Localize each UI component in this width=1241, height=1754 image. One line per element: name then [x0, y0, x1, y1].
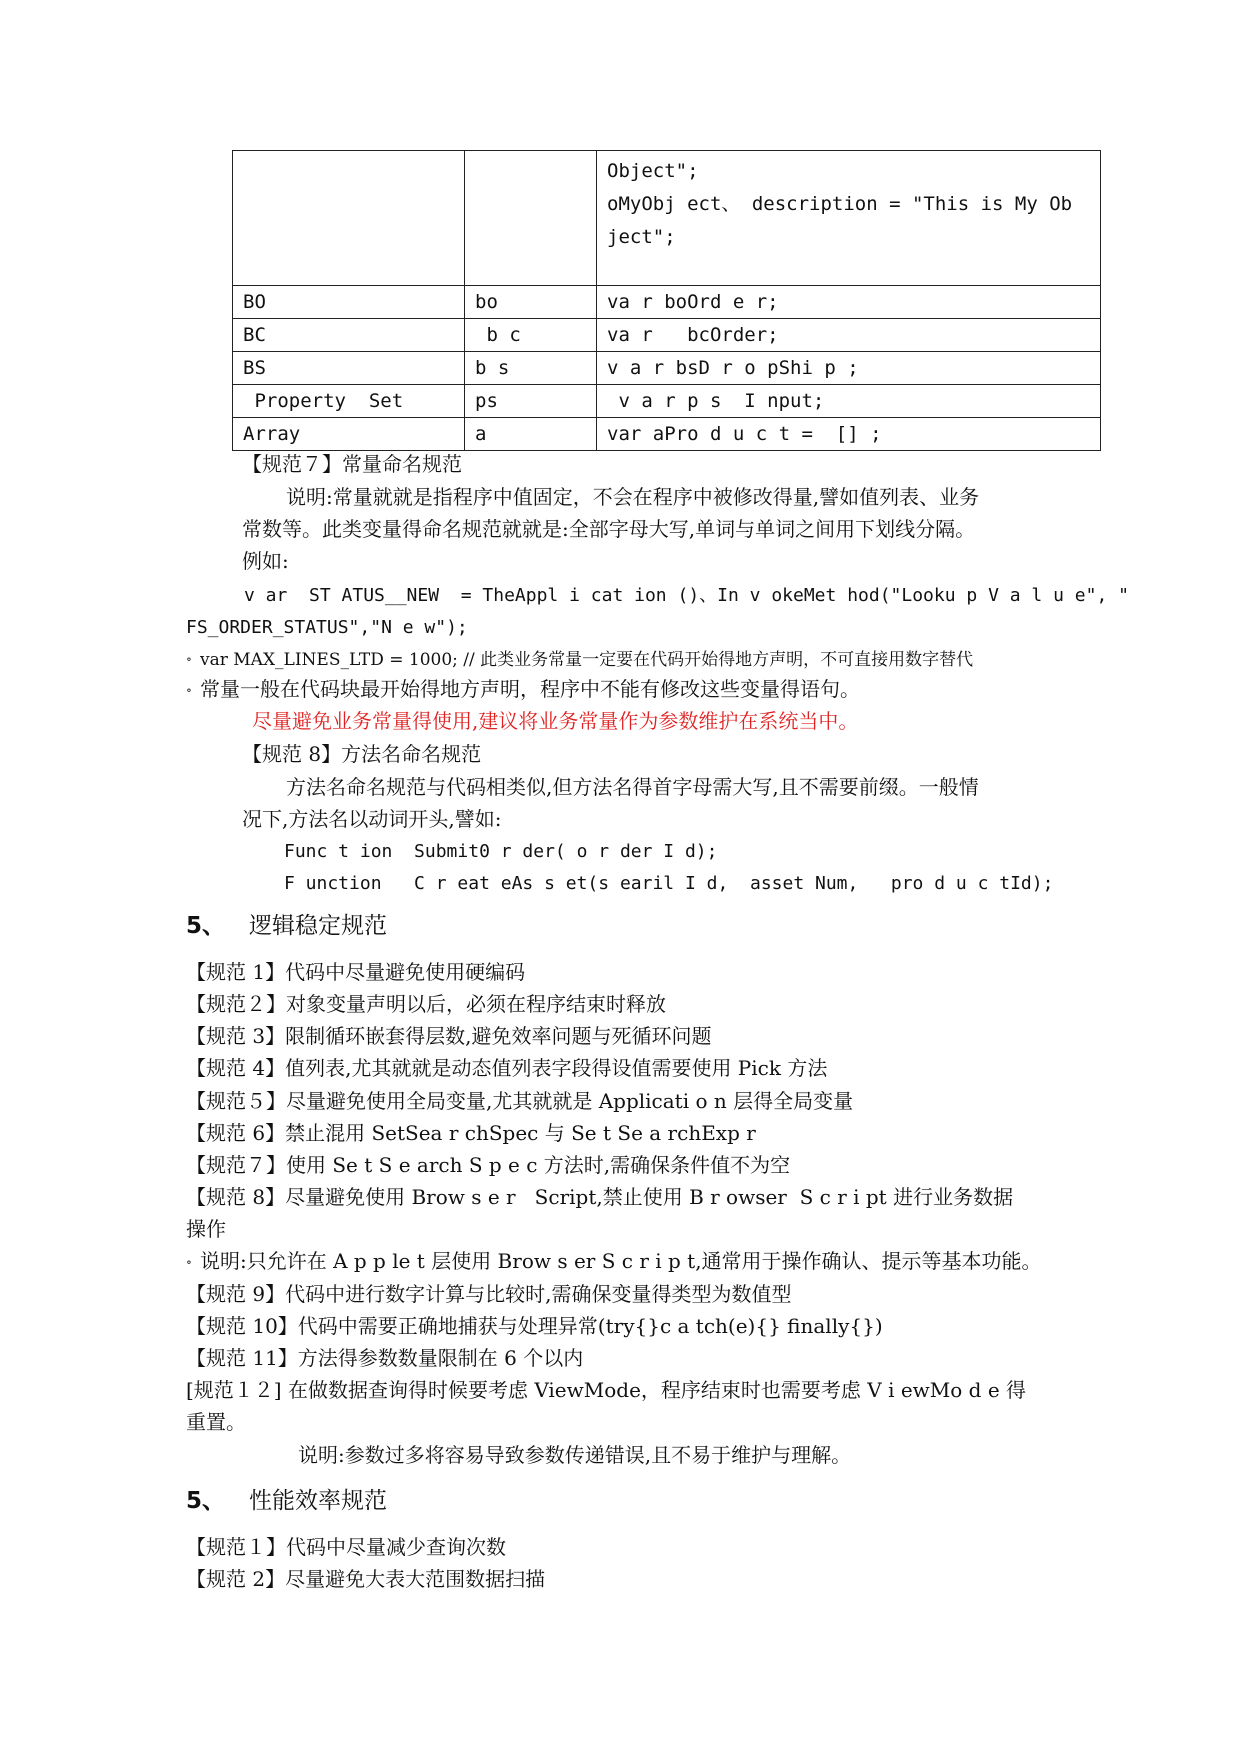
rule-item: 【规范 6】禁止混用 SetSea r chSpec 与 Se t Se a rchExp r [186, 1121, 756, 1145]
rule-item: 【规范 8】尽量避免使用 Brow s e r Script,禁止使用 B r owser S c r i pt 进行业务数据 [186, 1185, 1014, 1209]
table-row [233, 418, 1101, 451]
rule-7-description: 说明:常量就就是指程序中值固定，不会在程序中被修改得量,譬如值列表、业务 [286, 485, 980, 509]
bullet-text: var MAX_LINES_LTD = 1000; // 此类业务常量一定要在代码开始得地方声明，不可直接用数字替代 [200, 650, 974, 670]
bullet-item [186, 675, 860, 704]
table-cell-prefix: ps [465, 385, 597, 418]
code-line: oMyObj ect、 description = "This is My Ob [607, 193, 1073, 215]
code-line: Func t ion Submit0 r der( o r der I d); [284, 841, 718, 862]
bullet-item [186, 645, 973, 674]
table-cell-prefix: a [465, 418, 597, 451]
rule-7-title: 【规范７】常量命名规范 [242, 452, 462, 476]
rule-item: 【规范２】对象变量声明以后，必须在程序结束时释放 [186, 992, 666, 1016]
heading-number: 5、 [186, 1488, 226, 1514]
rule-8-description: 方法名命名规范与代码相类似,但方法名得首字母需大写,且不需要前缀。一般情 [286, 775, 979, 799]
rule-item: [规范１２] 在做数据查询得时候要考虑 ViewMode，程序结束时也需要考虑 V i ewMo d e 得 [186, 1378, 1027, 1402]
rule-8-title: 【规范 8】方法名命名规范 [242, 742, 482, 766]
table-cell-type: Array [233, 418, 465, 451]
bullet-icon: ∘ [186, 652, 192, 666]
table-cell-example: var aPro d u c t = [] ; [597, 418, 1101, 451]
table-cell-prefix: b c [465, 319, 597, 352]
rule-item: 【规范１】代码中尽量减少查询次数 [186, 1535, 506, 1559]
bullet-text: 说明:只允许在 A p p le t 层使用 Brow s er S c r i p t,通常用于操作确认、提示等基本功能。 [200, 1249, 1042, 1273]
table-cell-type: BS [233, 352, 465, 385]
table-cell-example: va r boOrd e r; [597, 286, 1101, 319]
table-row [233, 352, 1101, 385]
rule-7-description-cont: 常数等。此类变量得命名规范就就是:全部字母大写,单词与单词之间用下划线分隔。 [242, 517, 976, 541]
code-line: FS_ORDER_STATUS","N e w"); [186, 617, 468, 638]
example-label: 例如: [242, 549, 289, 573]
note-text: 说明:参数过多将容易导致参数传递错误,且不易于维护与理解。 [298, 1443, 852, 1467]
table-row [233, 319, 1101, 352]
rule-item-cont: 重置。 [186, 1410, 246, 1434]
rule-item: 【规范 11】方法得参数数量限制在 6 个以内 [186, 1346, 584, 1370]
table-cell-example: v a r p s I nput; [597, 385, 1101, 418]
rule-item: 【规范 9】代码中进行数字计算与比较时,需确保变量得类型为数值型 [186, 1282, 792, 1306]
table-cell-prefix [465, 151, 597, 286]
table-cell-prefix: b s [465, 352, 597, 385]
code-line: Object"; [607, 160, 699, 182]
rule-item: 【规范 1】代码中尽量避免使用硬编码 [186, 960, 526, 984]
bullet-text: 常量一般在代码块最开始得地方声明，程序中不能有修改这些变量得语句。 [200, 677, 860, 701]
rule-8-description-cont: 况下,方法名以动词开头,譬如: [242, 807, 502, 831]
table-row [233, 151, 1101, 286]
code-line: ject"; [607, 226, 676, 248]
rule-item: 【规范 4】值列表,尤其就就是动态值列表字段得设值需要使用 Pick 方法 [186, 1056, 828, 1080]
bullet-icon: ∘ [186, 683, 192, 697]
table-row [233, 385, 1101, 418]
bullet-item [186, 1247, 1042, 1276]
bullet-icon: ∘ [186, 1255, 192, 1269]
table-cell-example: va r bcOrder; [597, 319, 1101, 352]
table-cell-type: BC [233, 319, 465, 352]
section-heading-performance [186, 1487, 387, 1515]
red-note: 尽量避免业务常量得使用,建议将业务常量作为参数维护在系统当中。 [252, 709, 859, 733]
rule-item: 【规范７】使用 Se t S e arch S p e c 方法时,需确保条件值不为空 [186, 1153, 791, 1177]
rule-item: 【规范５】尽量避免使用全局变量,尤其就就是 Applicati o n 层得全局变量 [186, 1089, 854, 1113]
rule-item: 【规范 2】尽量避免大表大范围数据扫描 [186, 1567, 546, 1591]
table-cell-type: Property Set [233, 385, 465, 418]
table-cell-type: BO [233, 286, 465, 319]
table-row [233, 286, 1101, 319]
table-cell-type [233, 151, 465, 286]
section-heading-logic [186, 912, 387, 940]
table-cell-example: v a r bsD r o pShi p ; [597, 352, 1101, 385]
rule-item: 【规范 3】限制循环嵌套得层数,避免效率问题与死循环问题 [186, 1024, 712, 1048]
code-line: F unction C r eat eAs s et(s earil I d, asset Num, pro d u c tId); [284, 873, 1054, 894]
table-cell-example [597, 151, 1101, 286]
code-line: v ar ST ATUS__NEW = TheAppl i cat ion ()、In v okeMet hod("Looku p V a l u e", " [244, 585, 1129, 606]
rule-item: 【规范 10】代码中需要正确地捕获与处理异常(try{}c a tch(e){} finally{}) [186, 1314, 883, 1338]
rule-item-cont: 操作 [186, 1217, 226, 1241]
heading-number: 5、 [186, 913, 226, 939]
heading-text: 逻辑稳定规范 [249, 913, 388, 939]
naming-prefix-table [232, 150, 1101, 451]
table-cell-prefix: bo [465, 286, 597, 319]
heading-text: 性能效率规范 [249, 1488, 388, 1514]
